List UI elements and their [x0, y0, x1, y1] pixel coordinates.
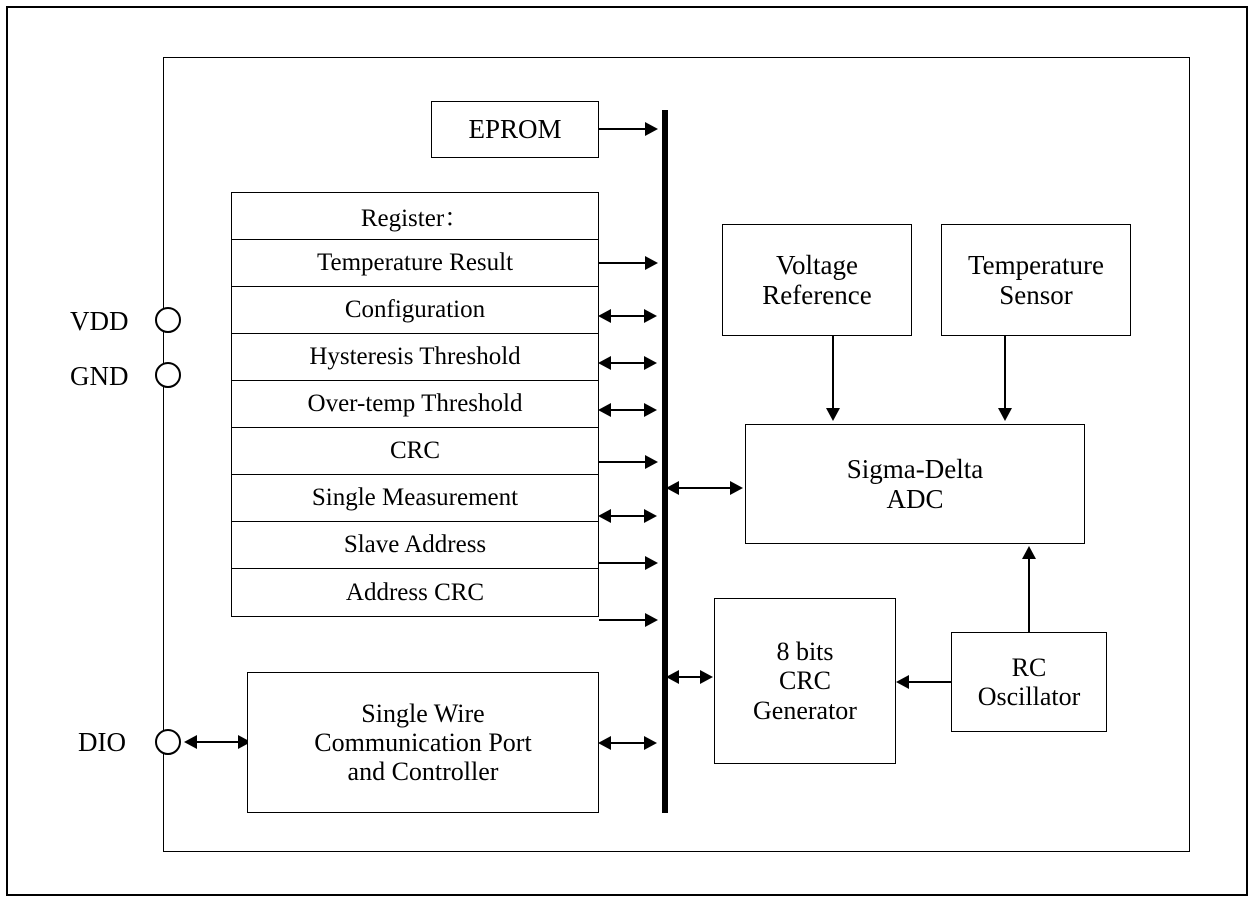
block-temperature-sensor-line2: Sensor [999, 280, 1073, 310]
block-single-wire-line2: Communication Port [314, 727, 532, 757]
block-eprom [431, 101, 599, 158]
block-eprom-label: EPROM [468, 114, 562, 145]
block-single-wire-line1: Single Wire [361, 698, 485, 728]
block-crc-generator-line1: 8 bits [776, 637, 834, 667]
reg-arrow-left-hysteresis [598, 356, 611, 370]
pin-circle-vdd [155, 307, 181, 333]
register-row-over-temp-threshold: Over-temp Threshold [232, 381, 598, 428]
block-rc-oscillator [951, 632, 1107, 732]
block-voltage-reference-line2: Reference [762, 280, 872, 310]
bus-crcgen-arrow-left [666, 670, 679, 684]
reg-arrow-slave-address [645, 556, 658, 570]
tsensor-to-adc-arrow [998, 408, 1012, 421]
rcosc-to-adc-arrow [1022, 546, 1036, 559]
pin-circle-gnd [155, 362, 181, 388]
register-row-single-measurement: Single Measurement [232, 475, 598, 522]
reg-line-temperature-result [599, 262, 649, 264]
bus-adc-arrow-right [730, 481, 743, 495]
singlewire-bus-arrow-left [598, 736, 611, 750]
pin-label-vdd: VDD [70, 306, 129, 336]
block-temperature-sensor-line1: Temperature [967, 249, 1105, 280]
reg-arrow-crc [645, 455, 658, 469]
block-single-wire-line3: and Controller [347, 757, 499, 787]
register-row-address-crc: Address CRC [345, 578, 485, 606]
register-block [231, 192, 599, 617]
block-temperature-sensor [941, 224, 1131, 336]
block-adc-line2: ADC [886, 484, 944, 514]
block-sigma-delta-adc [745, 424, 1085, 544]
register-row-configuration: Configuration [232, 287, 598, 334]
pin-label-gnd: GND [70, 361, 129, 391]
reg-arrow-left-configuration [598, 309, 611, 323]
register-row-temperature-result: Temperature Result [232, 240, 598, 287]
bus-adc-line [676, 487, 736, 489]
reg-arrow-temperature-result [645, 256, 658, 270]
bus-adc-arrow-left [666, 481, 679, 495]
reg-arrow-right-overtemp [644, 403, 657, 417]
reg-arrow-left-single-measurement [598, 509, 611, 523]
register-header: Register： [232, 193, 598, 240]
reg-arrow-right-hysteresis [644, 356, 657, 370]
block-voltage-reference [722, 224, 912, 336]
block-voltage-reference-line1: Voltage [776, 249, 858, 280]
register-row-slave-address: Slave Address [232, 522, 598, 569]
register-row-crc: CRC [232, 428, 598, 475]
reg-arrow-right-configuration [644, 309, 657, 323]
rcosc-to-crcgen-arrow [896, 675, 909, 689]
reg-line-crc [599, 461, 649, 463]
pin-label-dio: DIO [78, 727, 126, 757]
block-crc-generator-line3: Generator [753, 695, 857, 725]
singlewire-bus-arrow-right [644, 736, 657, 750]
reg-arrow-right-single-measurement [644, 509, 657, 523]
block-crc-generator [714, 598, 896, 764]
bus-crcgen-arrow-right [700, 670, 713, 684]
tsensor-to-adc-line [1004, 336, 1006, 411]
block-single-wire-controller [247, 672, 599, 813]
vref-to-adc-line [832, 336, 834, 411]
eprom-bus-arrow [645, 122, 658, 136]
internal-bus [662, 110, 668, 813]
reg-line-slave-address [599, 562, 649, 564]
block-rc-oscillator-line2: Oscillator [977, 682, 1081, 711]
eprom-bus-line [599, 128, 649, 130]
dio-arrow-left [184, 735, 197, 749]
block-crc-generator-line2: CRC [778, 666, 832, 696]
reg-arrow-address-crc [645, 613, 658, 627]
reg-line-address-crc [599, 619, 649, 621]
reg-arrow-left-overtemp [598, 403, 611, 417]
vref-to-adc-arrow [826, 408, 840, 421]
block-rc-oscillator-line1: RC [1011, 652, 1047, 682]
register-row-hysteresis-threshold: Hysteresis Threshold [232, 334, 598, 381]
block-adc-line1: Sigma-Delta [846, 453, 984, 484]
pin-circle-dio [155, 729, 181, 755]
rcosc-to-crcgen-line [906, 681, 952, 683]
